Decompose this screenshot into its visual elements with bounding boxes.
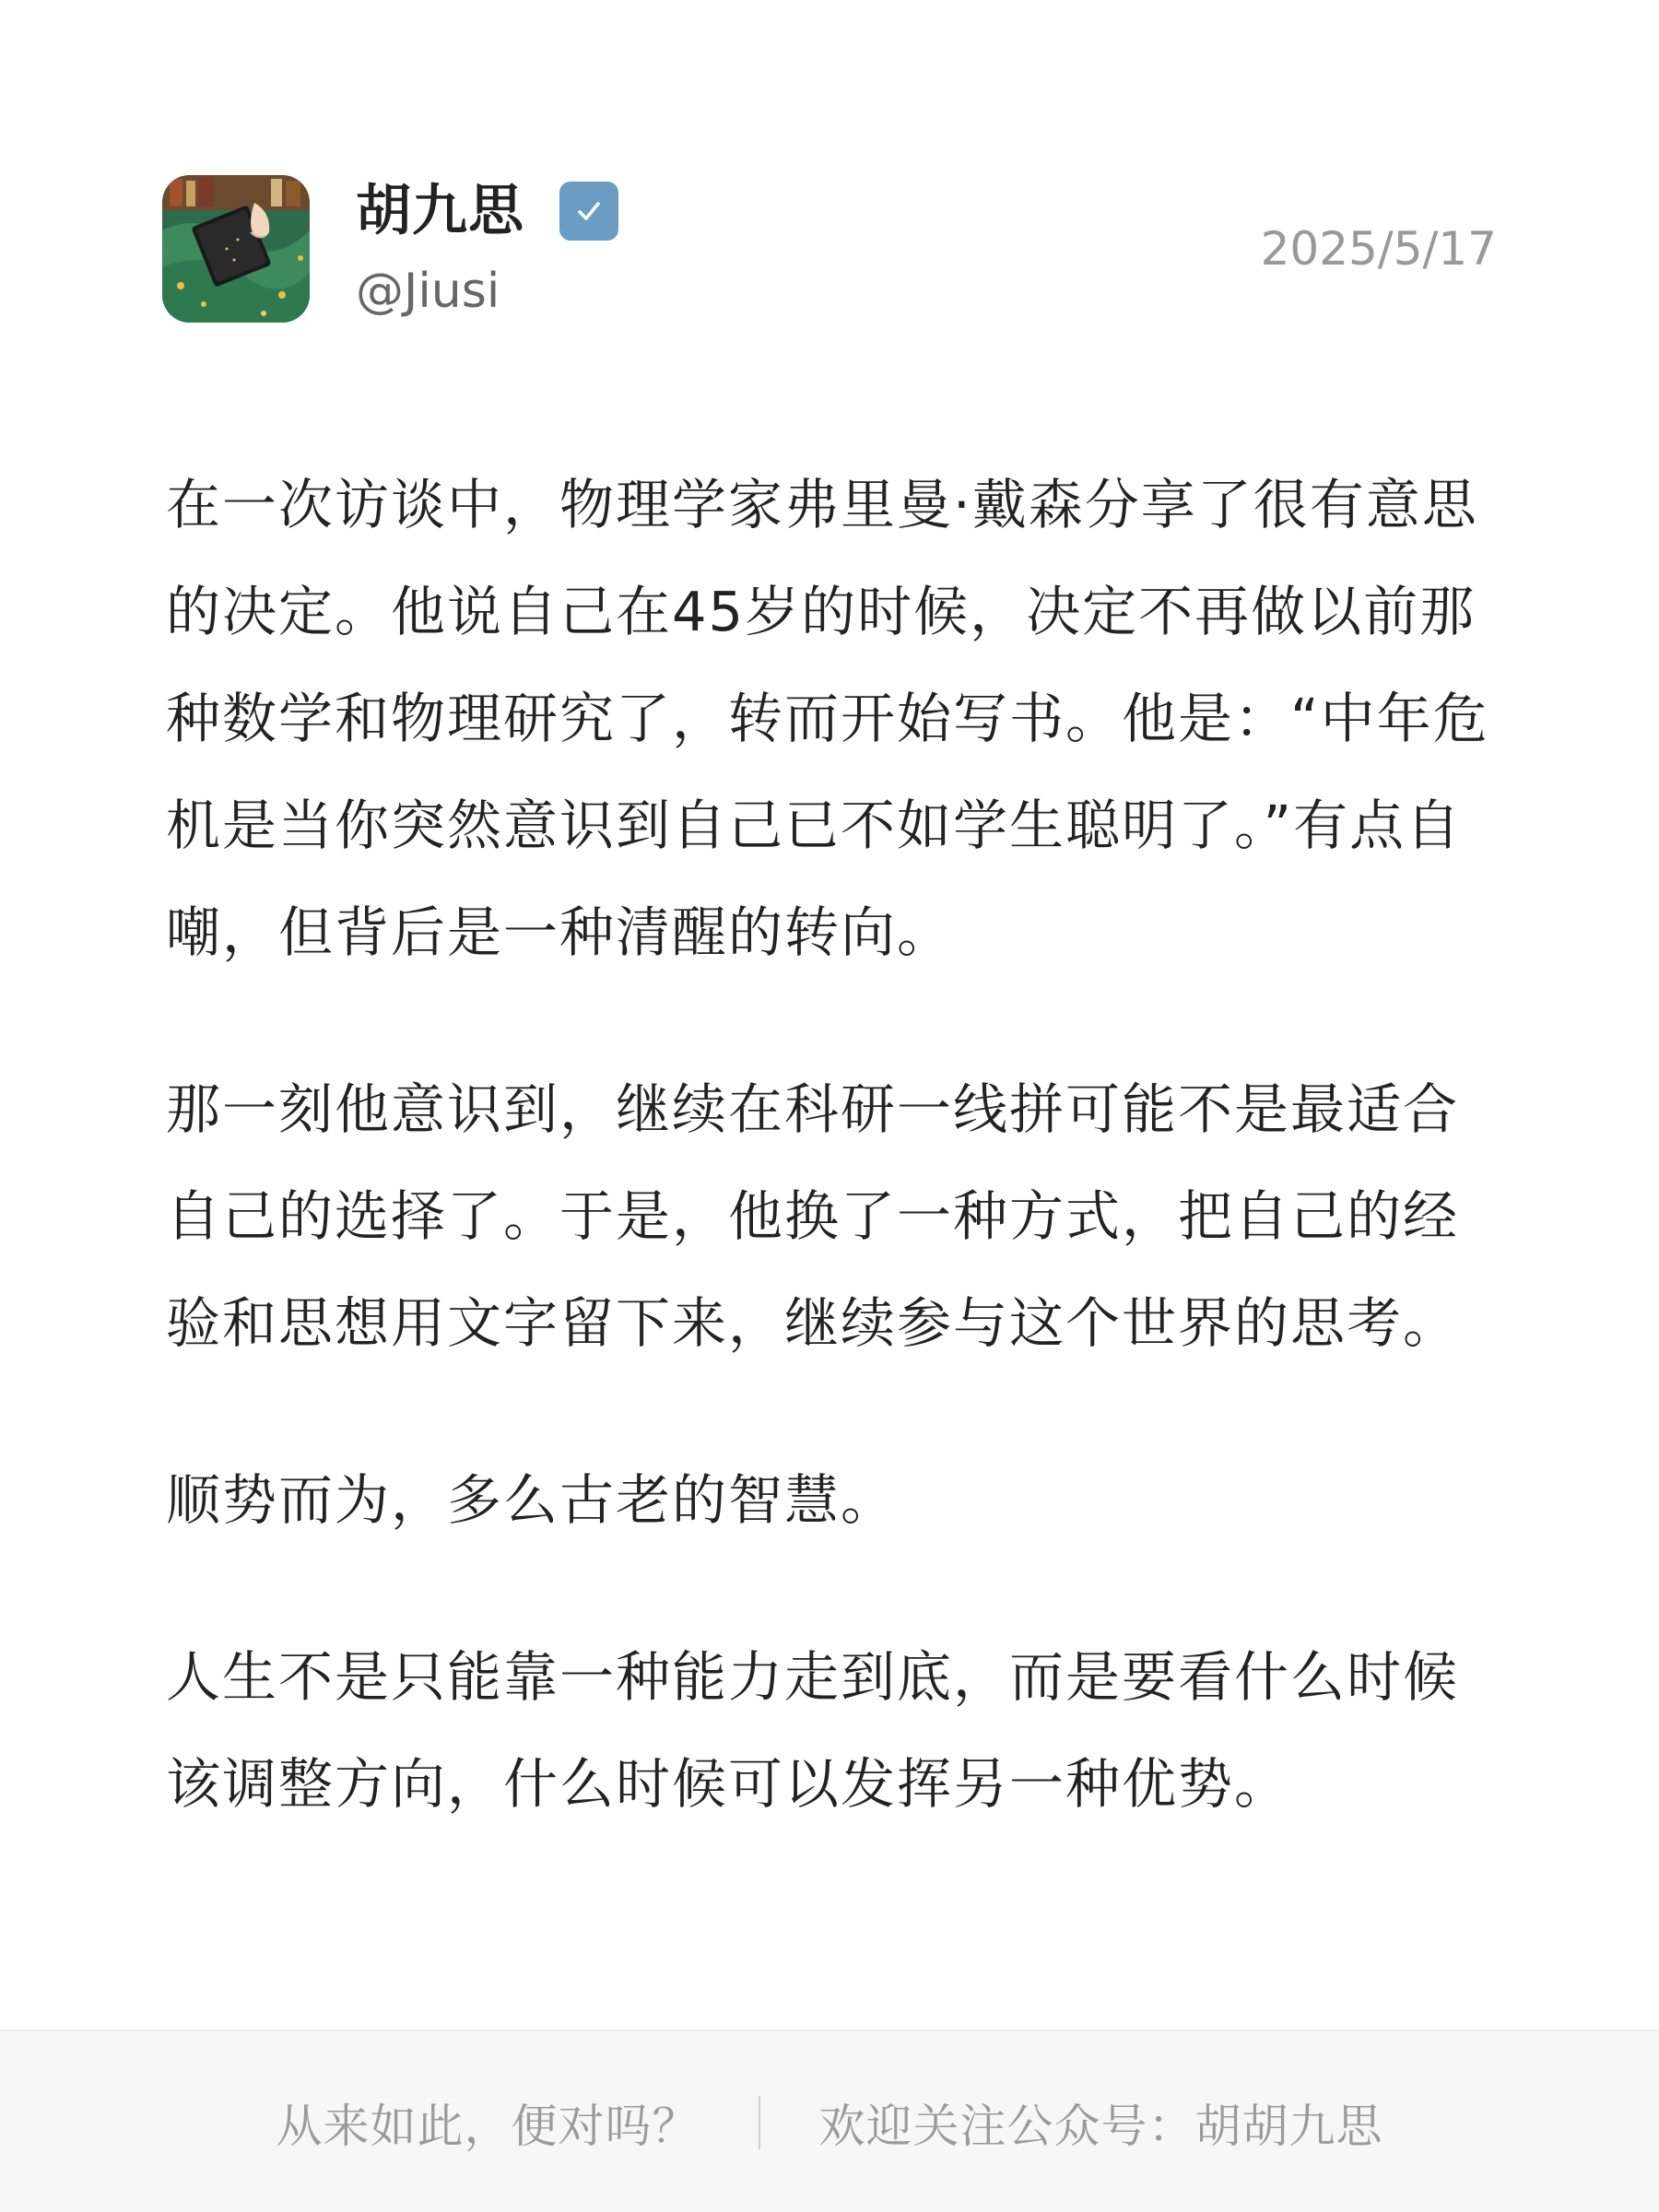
author-name-row: [356, 179, 618, 243]
footer-slogan: 从来如此，便对吗？: [276, 2100, 700, 2153]
author-name[interactable]: 胡九思: [356, 179, 524, 243]
post-paragraph: 在一次访谈中，物理学家弗里曼·戴森分享了很有意思的决定。他说自己在45岁的时候，决定不再做以前那种数学和物理研究了，转而开始写书。他是：“中年危机是当你突然意识到自己已不如学生聪明了。”有点自嘲，但背后是一种清醒的转向。: [166, 473, 1489, 964]
footer-follow-text: 欢迎关注公众号：胡胡九思: [818, 2100, 1383, 2153]
post-body: [166, 452, 1502, 1908]
post-header: [162, 175, 1497, 327]
post-date: 2025/5/17: [1260, 222, 1497, 276]
post-paragraph: 顺势而为，多么古老的智慧。: [166, 1468, 898, 1532]
verified-check-icon: [559, 182, 618, 241]
author-handle[interactable]: @Jiusi: [356, 264, 500, 319]
footer-bar: [0, 2030, 1659, 2212]
avatar[interactable]: [162, 175, 310, 323]
post-paragraph: 人生不是只能靠一种能力走到底，而是要看什么时候该调整方向，什么时候可以发挥另一种优势。: [166, 1645, 1460, 1816]
post-paragraph: 那一刻他意识到，继续在科研一线拼可能不是最适合自己的选择了。于是，他换了一种方式，把自己的经验和思想用文字留下来，继续参与这个世界的思考。: [166, 1077, 1460, 1355]
footer-divider: [759, 2096, 760, 2149]
avatar-image: [162, 175, 310, 323]
